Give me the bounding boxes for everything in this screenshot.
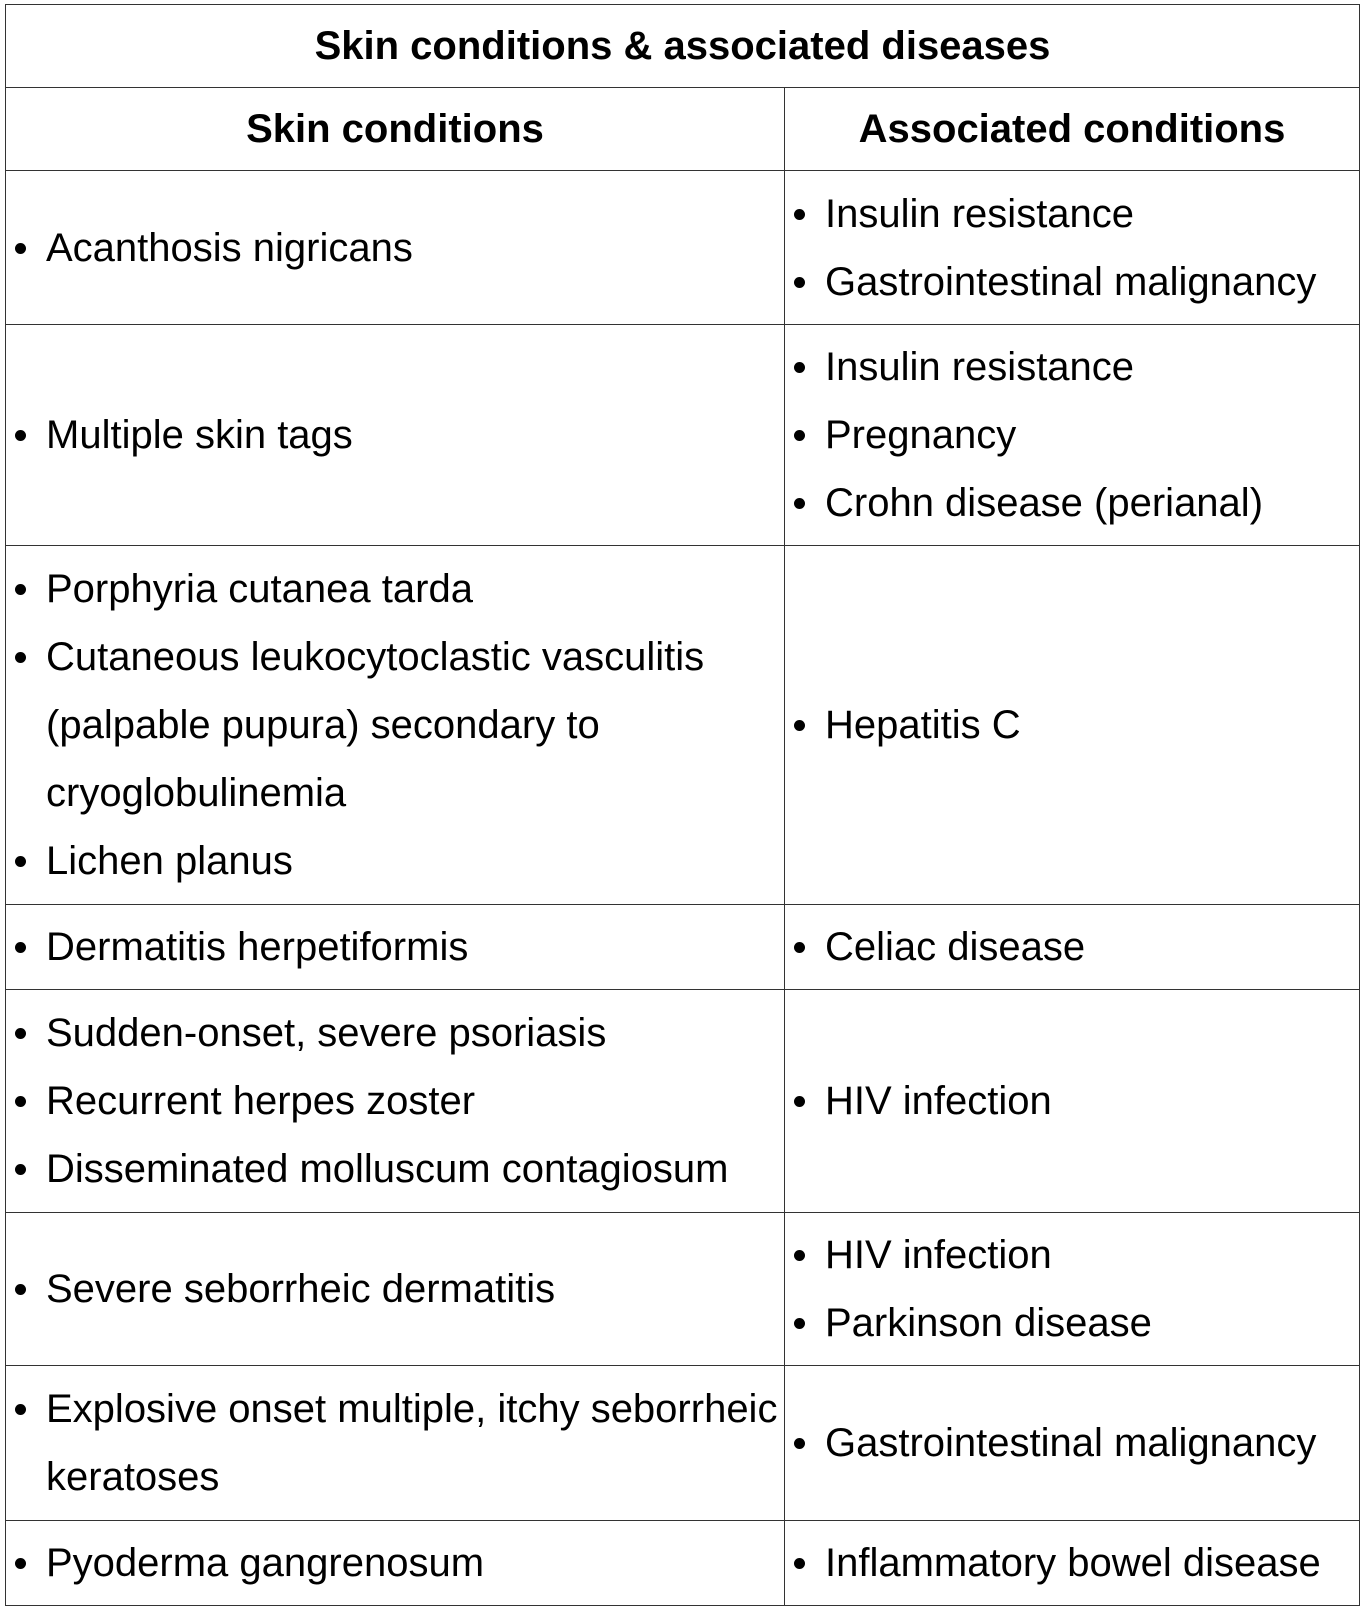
title-row (6, 5, 1360, 88)
column-header-associated: Associated conditions (785, 88, 1360, 171)
associated-cell (785, 325, 1360, 546)
list-item: Cutaneous leukocytoclastic vasculitis (palpable pupura) secondary to cryoglobulinemia (6, 623, 784, 827)
table-row (6, 990, 1360, 1213)
list-item: Insulin resistance (785, 333, 1359, 401)
column-header-skin: Skin conditions (6, 88, 785, 171)
skin-cell (6, 325, 785, 546)
skin-cell (6, 905, 785, 990)
list-item: Acanthosis nigricans (6, 214, 784, 282)
list-item: Pregnancy (785, 401, 1359, 469)
list-item: Gastrointestinal malignancy (785, 248, 1359, 316)
associated-cell (785, 171, 1360, 325)
list-item: Disseminated molluscum contagiosum (6, 1135, 784, 1203)
list-item: Dermatitis herpetiformis (6, 913, 784, 981)
list-item: Severe seborrheic dermatitis (6, 1255, 784, 1323)
associated-cell (785, 1366, 1360, 1521)
list-item: Insulin resistance (785, 180, 1359, 248)
list-item: Pyoderma gangrenosum (6, 1529, 784, 1597)
list-item: HIV infection (785, 1067, 1359, 1135)
associated-cell (785, 1521, 1360, 1606)
associated-cell (785, 546, 1360, 905)
list-item: Sudden-onset, severe psoriasis (6, 999, 784, 1067)
list-item: Celiac disease (785, 913, 1359, 981)
list-item: Inflammatory bowel disease (785, 1529, 1359, 1597)
header-row (6, 88, 1360, 171)
skin-cell (6, 171, 785, 325)
associated-cell (785, 1213, 1360, 1366)
skin-cell (6, 1366, 785, 1521)
list-item: Hepatitis C (785, 691, 1359, 759)
table-row (6, 905, 1360, 990)
list-item: Multiple skin tags (6, 401, 784, 469)
table-row (6, 171, 1360, 325)
list-item: Recurrent herpes zoster (6, 1067, 784, 1135)
skin-cell (6, 990, 785, 1213)
list-item: Porphyria cutanea tarda (6, 555, 784, 623)
associated-cell (785, 990, 1360, 1213)
table-title: Skin conditions & associated diseases (6, 5, 1360, 88)
table-row (6, 1213, 1360, 1366)
list-item: Crohn disease (perianal) (785, 469, 1359, 537)
list-item: Explosive onset multiple, itchy seborrheic keratoses (6, 1375, 784, 1511)
skin-conditions-table (5, 4, 1360, 1606)
table-row (6, 546, 1360, 905)
table-row (6, 1521, 1360, 1606)
table-row (6, 325, 1360, 546)
list-item: Lichen planus (6, 827, 784, 895)
associated-cell (785, 905, 1360, 990)
table-row (6, 1366, 1360, 1521)
skin-cell (6, 1521, 785, 1606)
skin-cell (6, 1213, 785, 1366)
list-item: HIV infection (785, 1221, 1359, 1289)
list-item: Parkinson disease (785, 1289, 1359, 1357)
list-item: Gastrointestinal malignancy (785, 1409, 1359, 1477)
skin-cell (6, 546, 785, 905)
